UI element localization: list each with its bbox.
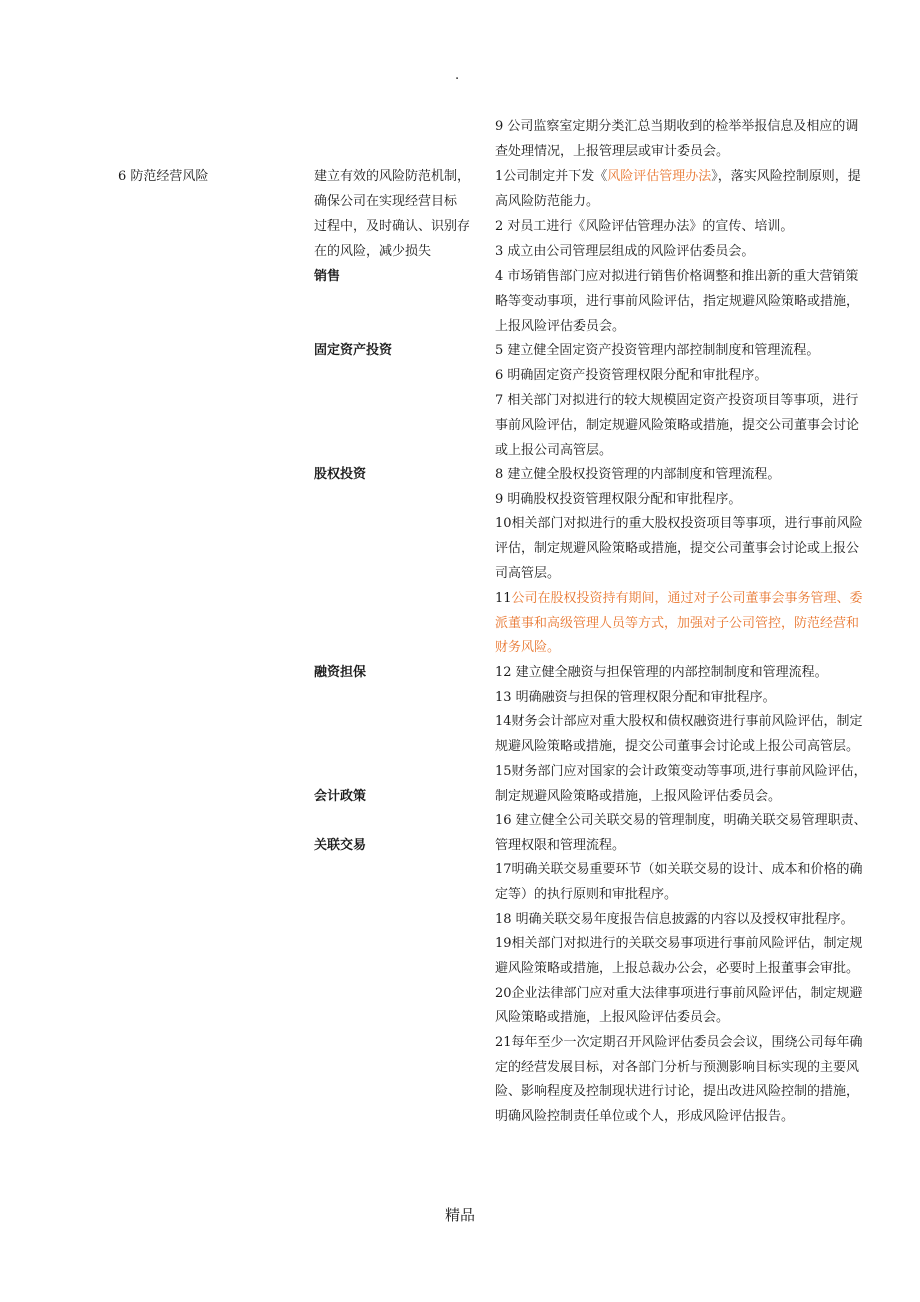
measure-21-line-3: 险、影响程度及控制现状进行讨论，提出改进风险控制的措施， — [495, 1084, 860, 1099]
measure-3: 3 成立由公司管理层组成的风险评估委员会。 — [495, 244, 755, 259]
objective-line-2: 确保公司在实现经营目标 — [314, 194, 458, 209]
measure-16-line-2: 管理权限和管理流程。 — [495, 838, 626, 853]
measure-14-line-1: 14财务会计部应对重大股权和债权融资进行事前风险评估，制定 — [495, 714, 863, 729]
category-equity: 股权投资 — [314, 467, 367, 482]
page-header-mark: . — [455, 68, 460, 83]
measure-18: 18 明确关联交易年度报告信息披露的内容以及授权审批程序。 — [495, 912, 854, 927]
measure-4-line-1: 4 市场销售部门应对拟进行销售价格调整和推出新的重大营销策 — [495, 269, 859, 284]
section-title: 6 防范经营风险 — [118, 169, 209, 184]
measure-8: 8 建立健全股权投资管理的内部制度和管理流程。 — [495, 467, 781, 482]
measure-20-line-2: 风险策略或措施，上报风险评估委员会。 — [495, 1010, 730, 1025]
measure-7-line-3: 或上报公司高管层。 — [495, 443, 613, 458]
measure-1-text-a: 1公司制定并下发《 — [495, 169, 608, 184]
measure-1-line-1 — [495, 164, 861, 189]
measure-9b: 9 明确股权投资管理权限分配和审批程序。 — [495, 492, 742, 507]
measure-11-number: 11 — [495, 591, 512, 606]
measure-10-line-1: 10相关部门对拟进行的重大股权投资项目等事项，进行事前风险 — [495, 516, 863, 531]
measure-4-line-3: 上报风险评估委员会。 — [495, 319, 626, 334]
category-related-party: 关联交易 — [314, 838, 367, 853]
category-financing: 融资担保 — [314, 665, 367, 680]
measure-17-line-1: 17明确关联交易重要环节（如关联交易的设计、成本和价格的确 — [495, 862, 863, 877]
measure-14-line-2: 规避风险策略或措施，提交公司董事会讨论或上报公司高管层。 — [495, 739, 860, 754]
measure-12: 12 建立健全融资与担保管理的内部控制制度和管理流程。 — [495, 665, 828, 680]
measure-13: 13 明确融资与担保的管理权限分配和审批程序。 — [495, 690, 776, 705]
risk-assessment-policy-link[interactable]: 风险评估管理办法 — [607, 169, 712, 184]
measure-5: 5 建立健全固定资产投资管理内部控制制度和管理流程。 — [495, 343, 820, 358]
measure-7-line-2: 事前风险评估，制定规避风险策略或措施，提交公司董事会讨论 — [495, 418, 860, 433]
measure-19-line-1: 19相关部门对拟进行的关联交易事项进行事前风险评估，制定规 — [495, 936, 863, 951]
measure-21-line-2: 定的经营发展目标，对各部门分析与预测影响目标实现的主要风 — [495, 1060, 860, 1075]
page-footer: 精品 — [445, 1206, 476, 1224]
measure-20-line-1: 20企业法律部门应对重大法律事项进行事前风险评估，制定规避 — [495, 986, 863, 1001]
measure-6: 6 明确固定资产投资管理权限分配和审批程序。 — [495, 368, 768, 383]
measure-21-line-4: 明确风险控制责任单位或个人，形成风险评估报告。 — [495, 1109, 795, 1124]
category-accounting: 会计政策 — [314, 789, 367, 804]
measure-9-line-2: 查处理情况，上报管理层或审计委员会。 — [495, 144, 730, 159]
measure-4-line-2: 略等变动事项，进行事前风险评估，指定规避风险策略或措施， — [495, 294, 860, 309]
measure-10-line-3: 司高管层。 — [495, 566, 561, 581]
objective-line-4: 在的风险，减少损失 — [314, 244, 432, 259]
measure-7-line-1: 7 相关部门对拟进行的较大规模固定资产投资项目等事项，进行 — [495, 393, 859, 408]
measure-17-line-2: 定等）的执行原则和审批程序。 — [495, 887, 678, 902]
category-fixed-asset: 固定资产投资 — [314, 343, 393, 358]
measure-10-line-2: 评估，制定规避风险策略或措施，提交公司董事会讨论或上报公 — [495, 541, 860, 556]
measure-15-line-2: 制定规避风险策略或措施，上报风险评估委员会。 — [495, 789, 782, 804]
measure-11-line-2: 派董事和高级管理人员等方式，加强对子公司管控，防范经营和 — [495, 616, 860, 631]
measure-19-line-2: 避风险策略或措施，上报总裁办公会，必要时上报董事会审批。 — [495, 961, 860, 976]
measure-11-text: 公司在股权投资持有期间，通过对子公司董事会事务管理、委 — [511, 591, 863, 606]
objective-line-3: 过程中，及时确认、识别存 — [314, 219, 471, 234]
measure-16-line-1: 16 建立健全公司关联交易的管理制度，明确关联交易管理职责、 — [495, 813, 867, 828]
measure-11-line-3: 财务风险。 — [495, 640, 561, 655]
measure-2: 2 对员工进行《风险评估管理办法》的宣传、培训。 — [495, 219, 794, 234]
measure-15-line-1: 15财务部门应对国家的会计政策变动等事项,进行事前风险评估， — [495, 764, 867, 779]
measure-1-line-2: 高风险防范能力。 — [495, 194, 600, 209]
measure-21-line-1: 21每年至少一次定期召开风险评估委员会会议，围绕公司每年确 — [495, 1035, 863, 1050]
measure-11-line-1 — [495, 586, 863, 611]
measure-1-text-b: 》，落实风险控制原则，提 — [711, 169, 861, 184]
category-sales: 销售 — [314, 269, 341, 284]
measure-9-line-1: 9 公司监察室定期分类汇总当期收到的检举举报信息及相应的调 — [495, 119, 859, 134]
objective-line-1: 建立有效的风险防范机制， — [314, 169, 471, 184]
